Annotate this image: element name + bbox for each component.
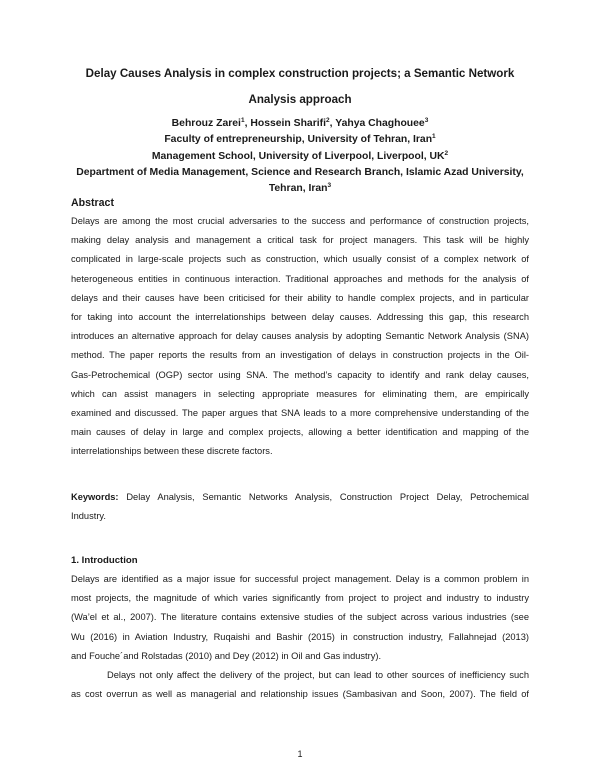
author-1-sup: 1 <box>240 117 245 124</box>
intro-line: as cost overrun as well as managerial and relationship issues (Sambasivan and Soon, 2007). The field of <box>71 689 529 700</box>
keywords-label: Keywords: <box>71 492 119 502</box>
paper-title-line-1: Delay Causes Analysis in complex construction projects; a Semantic Network <box>85 67 515 80</box>
intro-line: (Wa’el et al., 2007). The literature contains extensive studies of the subject across various industries (see <box>71 612 529 623</box>
abstract-body <box>71 212 529 461</box>
affiliation-1-sup: 1 <box>432 133 436 140</box>
abstract-line: which can assist managers in selecting appropriate measures for eliminating them, are empirically <box>71 388 529 399</box>
affiliation-2-text: Management School, University of Liverpool, Liverpool, UK <box>151 151 445 162</box>
abstract-line: heterogeneous entities in continuous interaction. Traditional approaches and methods for the analysis of <box>71 273 529 284</box>
abstract-line: delays and their causes have been criticised for their ability to handle complex projects, and in particular <box>71 292 529 303</box>
abstract-heading: Abstract <box>71 197 114 209</box>
author-1: Behrouz Zarei <box>171 118 241 129</box>
intro-line: Delays are identified as a major issue for successful project management. Delay is a common problem in <box>71 574 529 584</box>
abstract-line: main causes of delay in large and complex projects, allowing a better identification and mapping of the <box>71 427 529 438</box>
authors-line <box>50 117 550 130</box>
abstract-line: examined and discussed. The paper argues that SNA leads to a more comprehensive understanding of the <box>71 407 529 418</box>
abstract-line: Gas-Petrochemical (OGP) sector using SNA. The method’s capacity to identify and rank delay causes, <box>71 369 529 380</box>
intro-line: most projects, the magnitude of which varies significantly from project to project and industry to industry <box>71 593 529 604</box>
author-3-sup: 3 <box>424 117 429 124</box>
page-number: 1 <box>297 749 303 759</box>
keywords-line-1 <box>71 488 529 507</box>
author-3: , Yahya Chaghouee <box>329 118 425 129</box>
affiliation-2-sup: 2 <box>444 150 449 157</box>
intro-paragraph-2 <box>71 666 529 704</box>
abstract-line: making delay analysis and management a critical task for project managers. This task will be highly <box>71 235 529 246</box>
intro-line: Wu (2016) in Aviation Industry, Ruqaishi and Bashir (2015) in construction industry, Fallahnejad (2013) <box>71 631 529 642</box>
keywords-line-2: Industry. <box>71 511 106 522</box>
intro-line: and Fouche´and Rolstadas (2010) and Dey (2012) in Oil and Gas industry). <box>71 650 382 661</box>
intro-paragraph-1 <box>71 570 529 666</box>
abstract-line: Delays are among the most crucial adversaries to the success and performance of construction projects, <box>71 216 529 226</box>
affiliation-3-line-2 <box>50 182 550 195</box>
paper-title-line-2: Analysis approach <box>248 93 352 106</box>
author-2: , Hossein Sharifi <box>244 118 326 129</box>
abstract-line: interrelationships between these discrete factors. <box>71 446 273 457</box>
keywords-block <box>71 488 529 526</box>
affiliation-1 <box>50 133 550 146</box>
author-2-sup: 2 <box>326 117 330 124</box>
affiliation-2 <box>50 150 550 163</box>
affiliation-3-text: Tehran, Iran <box>268 183 328 194</box>
abstract-line: for taking into account the interrelationships between delay causes. Addressing this gap, this research <box>71 311 529 322</box>
intro-line: Delays not only affect the delivery of the project, but can lead to other sources of inefficiency such <box>107 670 529 680</box>
abstract-line: introduces an alternative approach for delay causes analysis by adopting Semantic Network Analysis (SNA) <box>71 331 529 342</box>
abstract-line: method. The paper reports the results from an investigation of delays in construction projects in the Oil- <box>71 350 529 361</box>
keywords-text: Delay Analysis, Semantic Networks Analysis, Construction Project Delay, Petrochemical <box>118 492 529 502</box>
abstract-line: complicated in large-scale projects such as construction, which usually consist of a complex network of <box>71 254 529 265</box>
affiliation-3-sup: 3 <box>327 182 332 189</box>
section-1-heading: 1. Introduction <box>71 555 138 566</box>
affiliation-3-line-1: Department of Media Management, Science and Research Branch, Islamic Azad University, <box>76 167 524 178</box>
affiliation-1-text: Faculty of entrepreneurship, University of Tehran, Iran <box>164 134 433 145</box>
